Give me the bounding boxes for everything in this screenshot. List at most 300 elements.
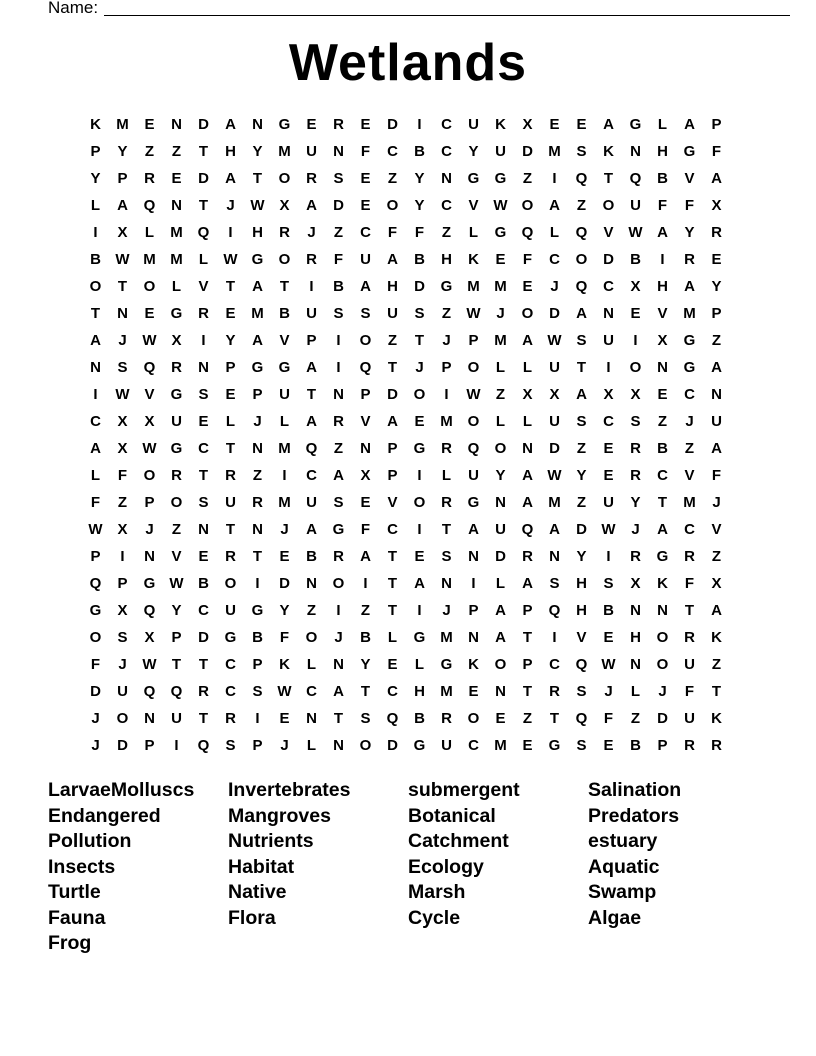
- grid-letter[interactable]: J: [91, 710, 100, 727]
- grid-letter[interactable]: J: [307, 224, 316, 241]
- grid-letter[interactable]: C: [225, 683, 236, 700]
- grid-letter[interactable]: H: [441, 251, 452, 268]
- grid-letter[interactable]: S: [576, 737, 587, 754]
- grid-letter[interactable]: C: [225, 656, 236, 673]
- grid-letter[interactable]: W: [250, 197, 265, 214]
- grid-letter[interactable]: L: [657, 116, 668, 133]
- grid-letter[interactable]: W: [628, 224, 643, 241]
- grid-letter[interactable]: R: [225, 548, 236, 565]
- grid-letter[interactable]: I: [363, 575, 368, 592]
- grid-letter[interactable]: G: [251, 359, 264, 376]
- grid-letter[interactable]: Y: [630, 494, 641, 511]
- grid-letter[interactable]: P: [117, 575, 128, 592]
- grid-letter[interactable]: J: [631, 521, 640, 538]
- grid-letter[interactable]: G: [170, 305, 183, 322]
- grid-letter[interactable]: C: [441, 197, 452, 214]
- grid-letter[interactable]: I: [417, 467, 422, 484]
- grid-letter[interactable]: Q: [575, 656, 588, 673]
- grid-letter[interactable]: B: [630, 251, 641, 268]
- grid-letter[interactable]: A: [711, 440, 722, 457]
- grid-letter[interactable]: D: [387, 737, 398, 754]
- grid-letter[interactable]: A: [576, 386, 587, 403]
- grid-letter[interactable]: R: [333, 548, 344, 565]
- grid-letter[interactable]: N: [171, 197, 182, 214]
- grid-letter[interactable]: Z: [630, 710, 641, 727]
- grid-letter[interactable]: B: [198, 575, 209, 592]
- grid-letter[interactable]: G: [89, 602, 102, 619]
- grid-letter[interactable]: K: [495, 116, 506, 133]
- grid-letter[interactable]: E: [360, 170, 371, 187]
- grid-letter[interactable]: N: [333, 656, 344, 673]
- grid-letter[interactable]: A: [360, 548, 371, 565]
- grid-letter[interactable]: I: [444, 386, 449, 403]
- grid-letter[interactable]: S: [414, 305, 425, 322]
- grid-letter[interactable]: X: [144, 629, 155, 646]
- grid-letter[interactable]: J: [280, 521, 289, 538]
- grid-letter[interactable]: T: [306, 386, 317, 403]
- grid-letter[interactable]: K: [279, 656, 290, 673]
- grid-letter[interactable]: S: [603, 575, 614, 592]
- grid-letter[interactable]: F: [90, 656, 101, 673]
- grid-letter[interactable]: C: [360, 224, 371, 241]
- grid-letter[interactable]: X: [279, 197, 290, 214]
- grid-letter[interactable]: M: [278, 143, 291, 160]
- grid-letter[interactable]: E: [171, 170, 182, 187]
- grid-letter[interactable]: R: [225, 710, 236, 727]
- grid-letter[interactable]: N: [630, 143, 641, 160]
- grid-letter[interactable]: V: [198, 278, 209, 295]
- grid-letter[interactable]: L: [306, 737, 317, 754]
- grid-letter[interactable]: F: [387, 224, 398, 241]
- grid-letter[interactable]: O: [575, 251, 588, 268]
- grid-letter[interactable]: J: [226, 197, 235, 214]
- grid-letter[interactable]: O: [521, 305, 534, 322]
- grid-letter[interactable]: U: [495, 521, 506, 538]
- grid-letter[interactable]: M: [170, 224, 183, 241]
- grid-letter[interactable]: R: [684, 629, 695, 646]
- grid-letter[interactable]: Q: [197, 224, 210, 241]
- grid-letter[interactable]: Z: [117, 494, 128, 511]
- grid-letter[interactable]: O: [143, 467, 156, 484]
- grid-letter[interactable]: J: [415, 359, 424, 376]
- grid-letter[interactable]: E: [603, 737, 614, 754]
- grid-letter[interactable]: I: [93, 386, 98, 403]
- grid-letter[interactable]: P: [468, 332, 479, 349]
- grid-letter[interactable]: A: [90, 332, 101, 349]
- grid-letter[interactable]: J: [658, 683, 667, 700]
- grid-letter[interactable]: Q: [143, 683, 156, 700]
- grid-letter[interactable]: C: [468, 737, 479, 754]
- grid-letter[interactable]: X: [117, 440, 128, 457]
- grid-letter[interactable]: C: [198, 440, 209, 457]
- grid-letter[interactable]: G: [143, 575, 156, 592]
- grid-letter[interactable]: C: [603, 278, 614, 295]
- grid-letter[interactable]: R: [711, 737, 722, 754]
- grid-letter[interactable]: T: [198, 467, 209, 484]
- grid-letter[interactable]: A: [90, 440, 101, 457]
- grid-letter[interactable]: P: [306, 332, 317, 349]
- grid-letter[interactable]: B: [630, 737, 641, 754]
- grid-letter[interactable]: N: [144, 548, 155, 565]
- grid-letter[interactable]: O: [332, 575, 345, 592]
- grid-letter[interactable]: Q: [629, 170, 642, 187]
- grid-letter[interactable]: N: [441, 170, 452, 187]
- grid-letter[interactable]: A: [306, 197, 317, 214]
- grid-letter[interactable]: X: [522, 116, 533, 133]
- grid-letter[interactable]: Z: [711, 548, 722, 565]
- grid-letter[interactable]: Q: [386, 710, 399, 727]
- grid-letter[interactable]: Q: [467, 440, 480, 457]
- grid-letter[interactable]: C: [549, 656, 560, 673]
- grid-letter[interactable]: E: [630, 305, 641, 322]
- grid-letter[interactable]: A: [333, 467, 344, 484]
- grid-letter[interactable]: G: [224, 629, 237, 646]
- grid-letter[interactable]: G: [251, 602, 264, 619]
- grid-letter[interactable]: G: [413, 440, 426, 457]
- grid-letter[interactable]: N: [441, 575, 452, 592]
- grid-letter[interactable]: Z: [711, 332, 722, 349]
- grid-letter[interactable]: M: [278, 494, 291, 511]
- grid-letter[interactable]: Q: [575, 170, 588, 187]
- grid-letter[interactable]: I: [255, 575, 260, 592]
- grid-letter[interactable]: G: [683, 359, 696, 376]
- grid-letter[interactable]: G: [494, 170, 507, 187]
- grid-letter[interactable]: I: [282, 467, 287, 484]
- grid-letter[interactable]: Z: [522, 710, 533, 727]
- grid-letter[interactable]: P: [441, 359, 452, 376]
- grid-letter[interactable]: G: [683, 143, 696, 160]
- grid-letter[interactable]: B: [252, 629, 263, 646]
- grid-letter[interactable]: L: [414, 656, 425, 673]
- grid-letter[interactable]: T: [171, 656, 182, 673]
- grid-letter[interactable]: D: [90, 683, 101, 700]
- grid-letter[interactable]: P: [711, 116, 722, 133]
- grid-letter[interactable]: J: [91, 737, 100, 754]
- grid-letter[interactable]: Y: [171, 602, 182, 619]
- grid-letter[interactable]: L: [630, 683, 641, 700]
- grid-letter[interactable]: L: [387, 629, 398, 646]
- grid-letter[interactable]: J: [712, 494, 721, 511]
- grid-letter[interactable]: I: [552, 170, 557, 187]
- grid-letter[interactable]: E: [711, 251, 722, 268]
- grid-letter[interactable]: U: [225, 602, 236, 619]
- grid-letter[interactable]: N: [360, 440, 371, 457]
- grid-letter[interactable]: T: [198, 656, 209, 673]
- grid-letter[interactable]: C: [684, 521, 695, 538]
- grid-letter[interactable]: N: [657, 602, 668, 619]
- grid-letter[interactable]: P: [711, 305, 722, 322]
- grid-letter[interactable]: I: [606, 359, 611, 376]
- grid-letter[interactable]: R: [684, 251, 695, 268]
- grid-letter[interactable]: P: [657, 737, 668, 754]
- grid-letter[interactable]: D: [414, 278, 425, 295]
- grid-letter[interactable]: F: [360, 143, 371, 160]
- grid-letter[interactable]: X: [522, 386, 533, 403]
- grid-letter[interactable]: G: [440, 278, 453, 295]
- grid-letter[interactable]: Z: [333, 224, 344, 241]
- grid-letter[interactable]: K: [603, 143, 614, 160]
- grid-letter[interactable]: J: [118, 656, 127, 673]
- grid-letter[interactable]: H: [387, 278, 398, 295]
- grid-letter[interactable]: D: [576, 521, 587, 538]
- grid-letter[interactable]: L: [225, 413, 236, 430]
- grid-letter[interactable]: U: [225, 494, 236, 511]
- grid-letter[interactable]: W: [88, 521, 103, 538]
- grid-letter[interactable]: Y: [414, 170, 425, 187]
- grid-letter[interactable]: L: [522, 359, 533, 376]
- grid-letter[interactable]: I: [417, 521, 422, 538]
- grid-letter[interactable]: A: [468, 521, 479, 538]
- grid-letter[interactable]: T: [387, 359, 398, 376]
- grid-letter[interactable]: D: [333, 197, 344, 214]
- grid-letter[interactable]: C: [657, 467, 668, 484]
- grid-letter[interactable]: A: [549, 197, 560, 214]
- grid-letter[interactable]: J: [253, 413, 262, 430]
- grid-letter[interactable]: R: [171, 359, 182, 376]
- grid-letter[interactable]: W: [547, 332, 562, 349]
- grid-letter[interactable]: O: [413, 386, 426, 403]
- grid-letter[interactable]: G: [494, 224, 507, 241]
- grid-letter[interactable]: S: [198, 386, 209, 403]
- grid-letter[interactable]: A: [306, 359, 317, 376]
- grid-letter[interactable]: O: [224, 575, 237, 592]
- grid-letter[interactable]: D: [657, 710, 668, 727]
- grid-letter[interactable]: O: [521, 197, 534, 214]
- grid-letter[interactable]: D: [117, 737, 128, 754]
- grid-letter[interactable]: Y: [279, 602, 290, 619]
- grid-letter[interactable]: O: [359, 737, 372, 754]
- grid-letter[interactable]: G: [656, 548, 669, 565]
- grid-letter[interactable]: Q: [170, 683, 183, 700]
- grid-letter[interactable]: T: [198, 197, 209, 214]
- grid-letter[interactable]: B: [657, 170, 668, 187]
- grid-letter[interactable]: X: [171, 332, 182, 349]
- grid-letter[interactable]: J: [118, 332, 127, 349]
- grid-letter[interactable]: I: [174, 737, 179, 754]
- grid-letter[interactable]: N: [117, 305, 128, 322]
- grid-letter[interactable]: W: [547, 467, 562, 484]
- grid-letter[interactable]: W: [466, 386, 481, 403]
- grid-letter[interactable]: P: [171, 629, 182, 646]
- grid-letter[interactable]: V: [576, 629, 587, 646]
- grid-letter[interactable]: N: [198, 359, 209, 376]
- grid-letter[interactable]: E: [279, 710, 290, 727]
- grid-letter[interactable]: D: [387, 386, 398, 403]
- grid-letter[interactable]: Q: [575, 710, 588, 727]
- grid-letter[interactable]: O: [278, 170, 291, 187]
- grid-letter[interactable]: P: [90, 548, 101, 565]
- grid-letter[interactable]: P: [90, 143, 101, 160]
- grid-letter[interactable]: X: [549, 386, 560, 403]
- grid-letter[interactable]: I: [336, 332, 341, 349]
- grid-letter[interactable]: I: [417, 116, 422, 133]
- grid-letter[interactable]: D: [549, 440, 560, 457]
- grid-letter[interactable]: Z: [333, 440, 344, 457]
- grid-letter[interactable]: R: [684, 737, 695, 754]
- grid-letter[interactable]: N: [468, 629, 479, 646]
- grid-letter[interactable]: G: [170, 440, 183, 457]
- grid-letter[interactable]: E: [603, 629, 614, 646]
- grid-letter[interactable]: R: [306, 251, 317, 268]
- grid-letter[interactable]: A: [414, 575, 425, 592]
- grid-letter[interactable]: N: [549, 548, 560, 565]
- grid-letter[interactable]: I: [471, 575, 476, 592]
- grid-letter[interactable]: N: [333, 143, 344, 160]
- grid-letter[interactable]: E: [360, 116, 371, 133]
- grid-letter[interactable]: O: [89, 278, 102, 295]
- grid-letter[interactable]: E: [522, 737, 533, 754]
- grid-letter[interactable]: I: [201, 332, 206, 349]
- grid-letter[interactable]: W: [142, 656, 157, 673]
- grid-letter[interactable]: Y: [225, 332, 236, 349]
- grid-letter[interactable]: I: [606, 548, 611, 565]
- grid-letter[interactable]: U: [711, 413, 722, 430]
- grid-letter[interactable]: A: [252, 278, 263, 295]
- grid-letter[interactable]: J: [145, 521, 154, 538]
- grid-letter[interactable]: C: [441, 116, 452, 133]
- grid-letter[interactable]: M: [116, 116, 129, 133]
- grid-letter[interactable]: X: [630, 278, 641, 295]
- grid-letter[interactable]: Y: [495, 467, 506, 484]
- grid-letter[interactable]: F: [711, 143, 722, 160]
- grid-letter[interactable]: Q: [143, 359, 156, 376]
- grid-letter[interactable]: A: [522, 494, 533, 511]
- grid-letter[interactable]: R: [333, 116, 344, 133]
- grid-letter[interactable]: N: [90, 359, 101, 376]
- grid-letter[interactable]: R: [198, 305, 209, 322]
- grid-letter[interactable]: D: [198, 629, 209, 646]
- grid-letter[interactable]: Q: [197, 737, 210, 754]
- grid-letter[interactable]: W: [493, 197, 508, 214]
- grid-letter[interactable]: R: [441, 710, 452, 727]
- grid-letter[interactable]: B: [603, 602, 614, 619]
- grid-letter[interactable]: M: [440, 413, 453, 430]
- grid-letter[interactable]: F: [657, 197, 668, 214]
- grid-letter[interactable]: R: [252, 494, 263, 511]
- grid-letter[interactable]: V: [684, 467, 695, 484]
- grid-letter[interactable]: M: [494, 737, 507, 754]
- grid-letter[interactable]: G: [629, 116, 642, 133]
- grid-letter[interactable]: H: [657, 278, 668, 295]
- grid-letter[interactable]: W: [601, 521, 616, 538]
- grid-letter[interactable]: Z: [711, 656, 722, 673]
- grid-letter[interactable]: E: [225, 386, 236, 403]
- grid-letter[interactable]: M: [494, 278, 507, 295]
- grid-letter[interactable]: A: [684, 116, 695, 133]
- grid-letter[interactable]: K: [711, 629, 722, 646]
- grid-letter[interactable]: U: [360, 251, 371, 268]
- grid-letter[interactable]: D: [198, 170, 209, 187]
- grid-letter[interactable]: F: [117, 467, 128, 484]
- grid-letter[interactable]: S: [630, 413, 641, 430]
- grid-letter[interactable]: G: [440, 656, 453, 673]
- grid-letter[interactable]: I: [633, 332, 638, 349]
- grid-letter[interactable]: P: [360, 386, 371, 403]
- grid-letter[interactable]: Q: [575, 224, 588, 241]
- grid-letter[interactable]: C: [306, 467, 317, 484]
- grid-letter[interactable]: E: [360, 494, 371, 511]
- grid-letter[interactable]: K: [468, 656, 479, 673]
- grid-letter[interactable]: E: [603, 440, 614, 457]
- grid-letter[interactable]: T: [279, 278, 290, 295]
- grid-letter[interactable]: D: [549, 305, 560, 322]
- grid-letter[interactable]: V: [279, 332, 290, 349]
- grid-letter[interactable]: N: [171, 116, 182, 133]
- grid-letter[interactable]: H: [252, 224, 263, 241]
- grid-letter[interactable]: R: [333, 413, 344, 430]
- grid-letter[interactable]: L: [90, 467, 101, 484]
- grid-letter[interactable]: M: [494, 332, 507, 349]
- grid-letter[interactable]: D: [603, 251, 614, 268]
- grid-letter[interactable]: Z: [576, 494, 587, 511]
- grid-letter[interactable]: C: [387, 521, 398, 538]
- grid-letter[interactable]: T: [252, 548, 263, 565]
- grid-letter[interactable]: Y: [468, 143, 479, 160]
- grid-letter[interactable]: T: [684, 602, 695, 619]
- grid-letter[interactable]: G: [683, 332, 696, 349]
- grid-letter[interactable]: T: [441, 521, 452, 538]
- grid-letter[interactable]: O: [602, 197, 615, 214]
- grid-letter[interactable]: X: [117, 224, 128, 241]
- grid-letter[interactable]: U: [279, 386, 290, 403]
- grid-letter[interactable]: Z: [576, 197, 587, 214]
- grid-letter[interactable]: B: [360, 629, 371, 646]
- grid-letter[interactable]: G: [278, 116, 291, 133]
- grid-letter[interactable]: J: [280, 737, 289, 754]
- grid-letter[interactable]: W: [142, 332, 157, 349]
- grid-letter[interactable]: M: [440, 683, 453, 700]
- grid-letter[interactable]: I: [336, 359, 341, 376]
- grid-letter[interactable]: I: [336, 602, 341, 619]
- grid-letter[interactable]: G: [413, 737, 426, 754]
- grid-letter[interactable]: Q: [521, 224, 534, 241]
- grid-letter[interactable]: F: [711, 467, 722, 484]
- grid-letter[interactable]: N: [657, 359, 668, 376]
- grid-letter[interactable]: Q: [521, 521, 534, 538]
- grid-letter[interactable]: P: [144, 737, 155, 754]
- grid-letter[interactable]: C: [198, 602, 209, 619]
- grid-letter[interactable]: O: [656, 656, 669, 673]
- grid-letter[interactable]: R: [522, 548, 533, 565]
- grid-letter[interactable]: U: [684, 710, 695, 727]
- grid-letter[interactable]: Z: [522, 170, 533, 187]
- grid-letter[interactable]: F: [279, 629, 290, 646]
- grid-letter[interactable]: H: [630, 629, 641, 646]
- grid-letter[interactable]: W: [115, 386, 130, 403]
- grid-letter[interactable]: G: [251, 251, 264, 268]
- grid-letter[interactable]: M: [467, 278, 480, 295]
- grid-letter[interactable]: F: [684, 683, 695, 700]
- grid-letter[interactable]: U: [495, 143, 506, 160]
- grid-letter[interactable]: P: [522, 656, 533, 673]
- grid-letter[interactable]: I: [552, 629, 557, 646]
- grid-letter[interactable]: E: [468, 683, 479, 700]
- grid-letter[interactable]: A: [225, 116, 236, 133]
- grid-letter[interactable]: A: [495, 602, 506, 619]
- grid-letter[interactable]: B: [414, 251, 425, 268]
- grid-letter[interactable]: D: [198, 116, 209, 133]
- grid-letter[interactable]: T: [414, 332, 425, 349]
- grid-letter[interactable]: Z: [306, 602, 317, 619]
- grid-letter[interactable]: N: [306, 575, 317, 592]
- grid-letter[interactable]: O: [359, 332, 372, 349]
- grid-letter[interactable]: Y: [711, 278, 722, 295]
- grid-letter[interactable]: K: [90, 116, 101, 133]
- grid-letter[interactable]: A: [657, 224, 668, 241]
- grid-letter[interactable]: T: [522, 683, 533, 700]
- grid-letter[interactable]: L: [198, 251, 209, 268]
- grid-letter[interactable]: J: [442, 332, 451, 349]
